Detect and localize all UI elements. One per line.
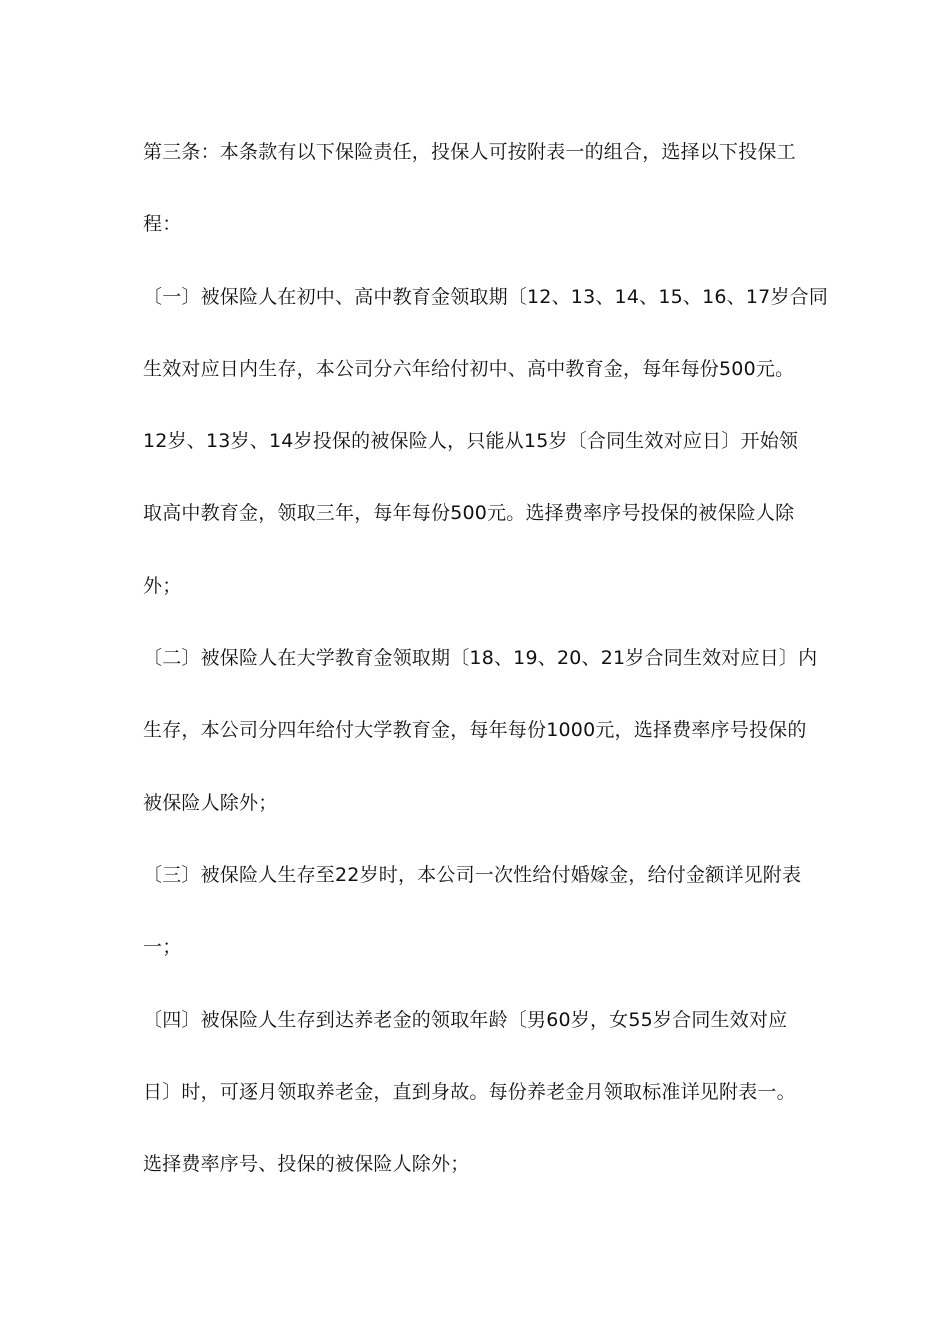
text-line: 被保险人除外； — [143, 791, 278, 814]
text-line: 一； — [143, 936, 182, 959]
text-line: 日〕时，可逐月领取养老金，直到身故。每份养老金月领取标准详见附表一。 — [143, 1080, 796, 1103]
text-line: 程： — [143, 213, 182, 236]
text-line: 〔四〕被保险人生存到达养老金的领取年龄〔男60岁，女55岁合同生效对应 — [143, 1008, 788, 1031]
text-line: 外； — [143, 574, 182, 597]
article-three-text — [143, 133, 829, 1217]
text-line: 选择费率序号、投保的被保险人除外； — [143, 1153, 470, 1176]
text-line: 12岁、13岁、14岁投保的被保险人，只能从15岁〔合同生效对应日〕开始领 — [143, 430, 799, 453]
text-line: 生存，本公司分四年给付大学教育金，每年每份1000元，选择费率序号投保的 — [143, 719, 807, 742]
text-line: 取高中教育金，领取三年，每年每份500元。选择费率序号投保的被保险人除 — [143, 502, 795, 525]
text-line: 〔一〕被保险人在初中、高中教育金领取期〔12、13、14、15、16、17岁合同 — [143, 285, 829, 308]
text-line: 〔二〕被保险人在大学教育金领取期〔18、19、20、21岁合同生效对应日〕内 — [143, 647, 818, 670]
text-line: 〔三〕被保险人生存至22岁时，本公司一次性给付婚嫁金，给付金额详见附表 — [143, 863, 802, 886]
text-line: 生效对应日内生存，本公司分六年给付初中、高中教育金，每年每份500元。 — [143, 357, 795, 380]
text-line: 第三条：本条款有以下保险责任，投保人可按附表一的组合，选择以下投保工 — [143, 141, 796, 163]
